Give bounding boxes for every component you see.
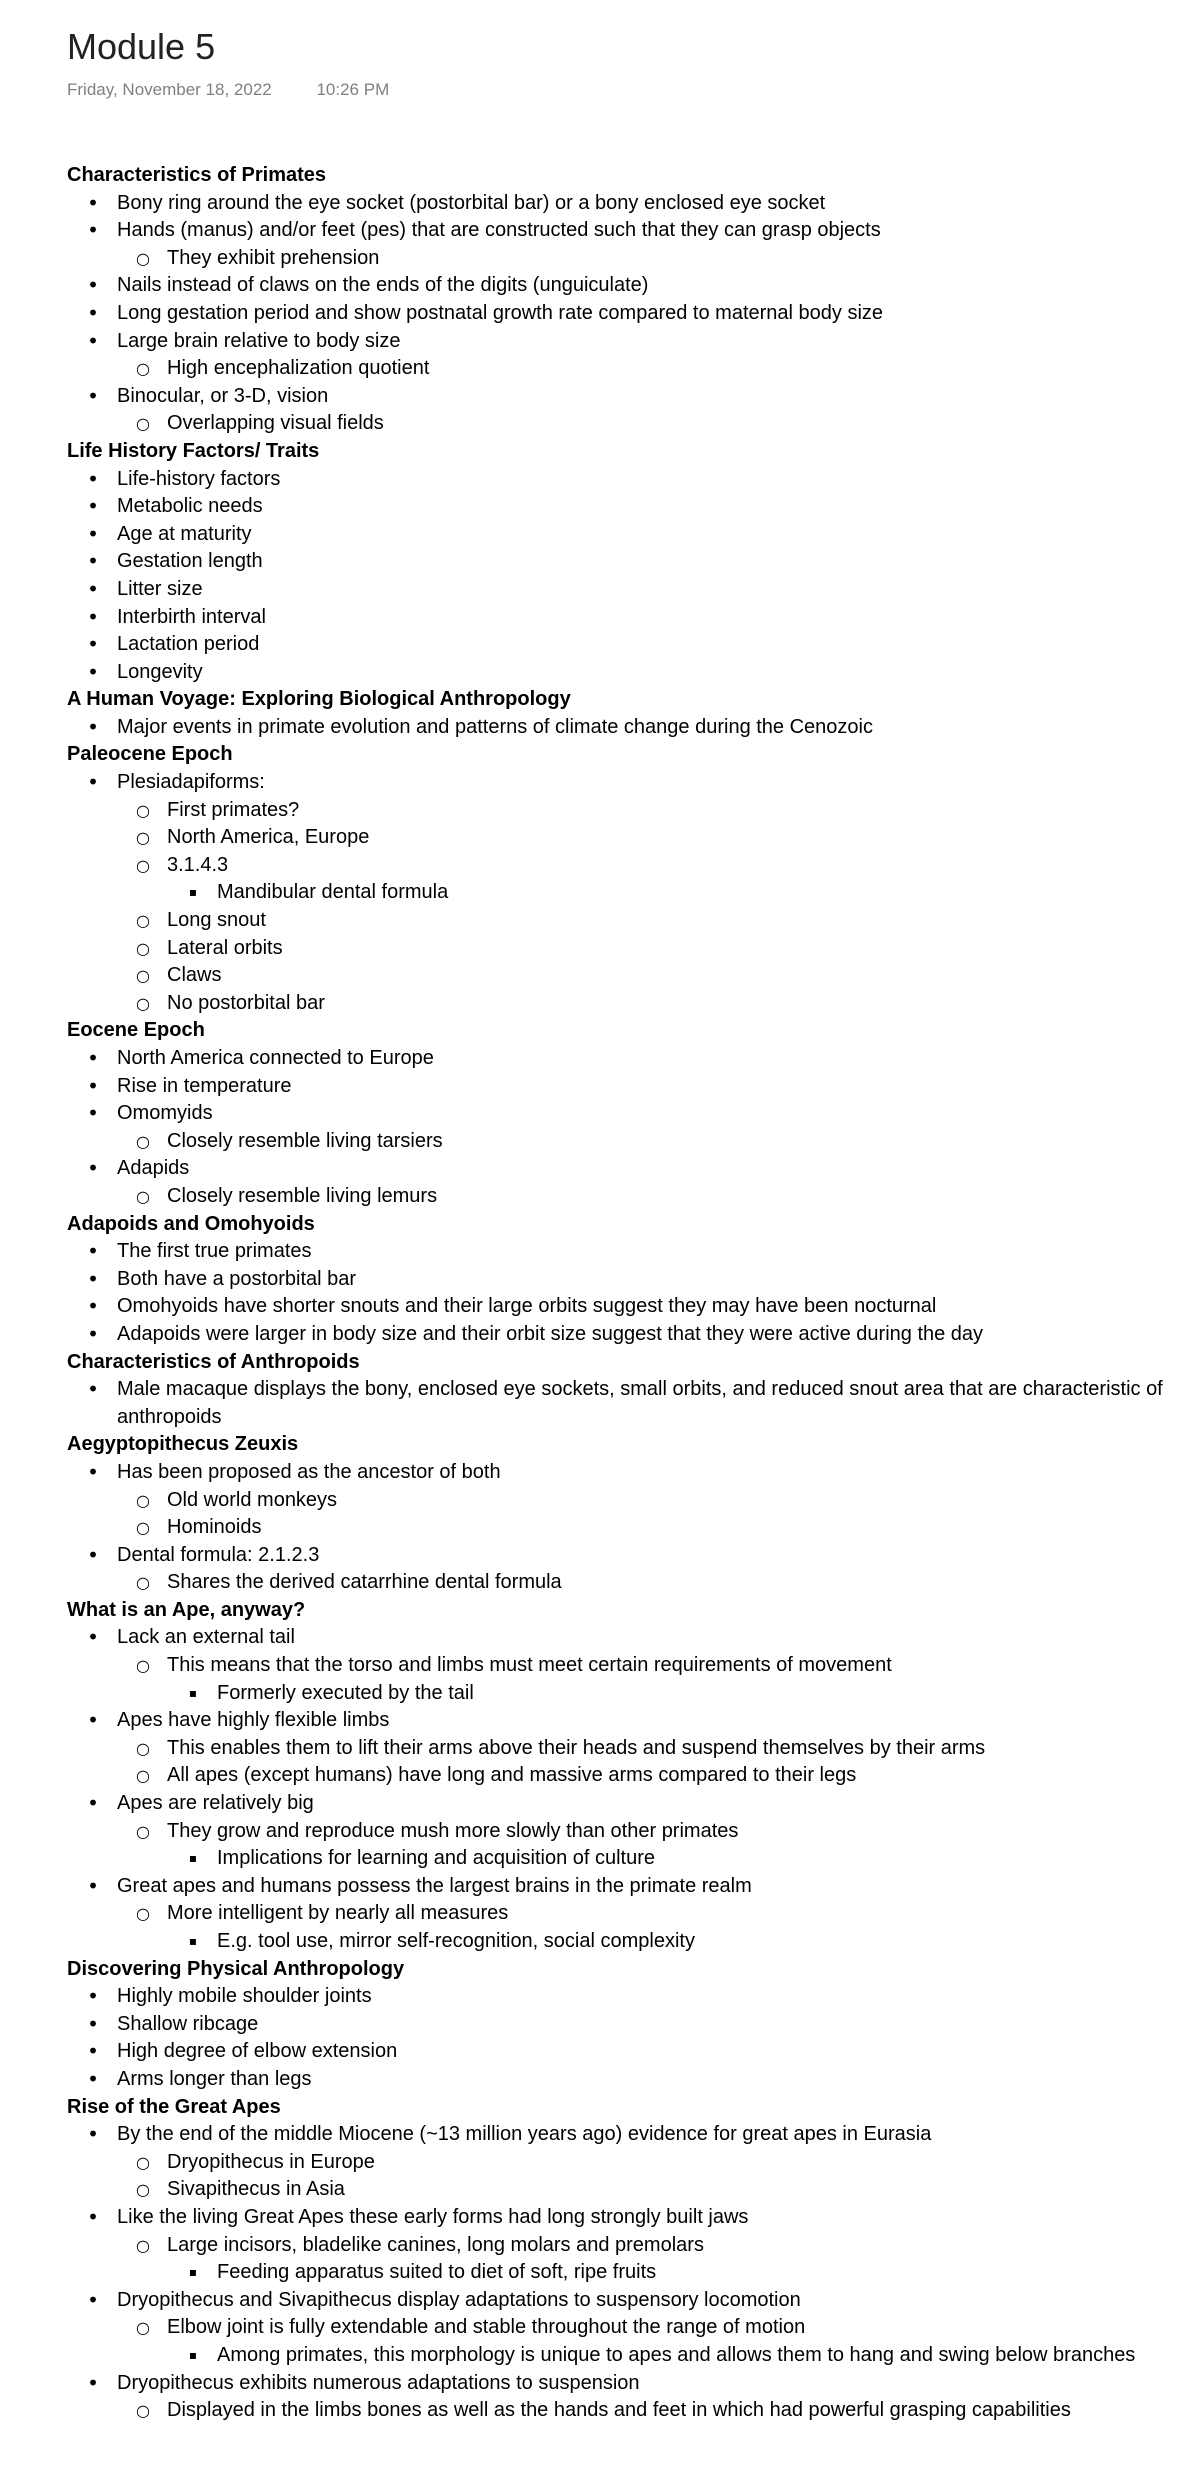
list-item [67, 1652, 1180, 1680]
list-item-text: Great apes and humans possess the largest brains in the primate realm [117, 1874, 752, 1897]
bullet-icon: ○ [136, 1490, 150, 1510]
list-item-text: Binocular, or 3-D, vision [117, 384, 329, 407]
bullet-icon: • [87, 1625, 99, 1650]
bullet-list [67, 1376, 1180, 1431]
bullet-icon: • [87, 1459, 99, 1484]
list-item-text: Dryopithecus exhibits numerous adaptations to suspension [117, 2371, 640, 2394]
list-item-text: Age at maturity [117, 522, 252, 545]
bullet-icon: • [87, 218, 99, 243]
list-item-text: Omomyids [117, 1102, 213, 1125]
bullet-icon: • [87, 383, 99, 408]
list-item-text: Life-history factors [117, 467, 281, 490]
list-item-text: By the end of the middle Miocene (~13 million years ago) evidence for great apes in Eurasia [117, 2123, 932, 2146]
list-item [67, 1790, 1180, 1818]
bullet-icon: ○ [136, 2401, 150, 2421]
list-item [67, 2397, 1180, 2425]
bullet-icon: • [87, 1984, 99, 2009]
list-item-text: Apes are relatively big [117, 1792, 314, 1815]
list-item-text: Among primates, this morphology is unique to apes and allows them to hang and swing below branches [217, 2343, 1136, 2366]
bullet-icon: ○ [136, 248, 150, 268]
bullet-list [67, 190, 1180, 438]
bullet-list [67, 1045, 1180, 1211]
bullet-icon: ○ [136, 2318, 150, 2338]
list-item [67, 355, 1180, 383]
list-item [67, 879, 1180, 907]
list-item [67, 2038, 1180, 2066]
list-item [67, 2176, 1180, 2204]
bullet-list [67, 2121, 1180, 2425]
list-item-text: Old world monkeys [167, 1488, 338, 1511]
list-item [67, 1624, 1180, 1652]
bullet-icon: ○ [136, 2235, 150, 2255]
list-item [67, 1045, 1180, 1073]
bullet-icon: • [87, 604, 99, 629]
bullet-list [67, 1459, 1180, 1597]
list-item-text: 3.1.4.3 [167, 853, 229, 876]
list-item-text: First primates? [167, 798, 300, 821]
list-item-text: Rise in temperature [117, 1074, 292, 1097]
list-item [67, 2232, 1180, 2260]
bullet-icon: ○ [136, 1738, 150, 1758]
list-item [67, 962, 1180, 990]
list-item-text: Metabolic needs [117, 495, 263, 518]
section-heading: What is an Ape, anyway? [67, 1598, 306, 1621]
list-item-text: The first true primates [117, 1240, 312, 1263]
bullet-icon: • [87, 2287, 99, 2312]
list-item [67, 1542, 1180, 1570]
bullet-icon: • [87, 2066, 99, 2091]
list-item [67, 1238, 1180, 1266]
list-item-text: Bony ring around the eye socket (postorbital bar) or a bony enclosed eye socket [117, 191, 826, 214]
list-item [67, 769, 1180, 797]
list-item-text: They grow and reproduce mush more slowly than other primates [167, 1819, 739, 1842]
bullet-icon: ▪ [188, 2265, 198, 2280]
bullet-icon: • [87, 1873, 99, 1898]
note-section [67, 1956, 1180, 2094]
list-item-text: Shallow ribcage [117, 2012, 259, 2035]
section-heading: Discovering Physical Anthropology [67, 1957, 405, 1980]
bullet-list [67, 1983, 1180, 2093]
bullet-icon: ○ [136, 938, 150, 958]
list-item [67, 631, 1180, 659]
list-item [67, 328, 1180, 356]
bullet-icon: • [87, 328, 99, 353]
page-title[interactable]: Module 5 [67, 26, 216, 67]
bullet-icon: • [87, 659, 99, 684]
list-item [67, 190, 1180, 218]
list-item [67, 1266, 1180, 1294]
bullet-icon: ○ [136, 966, 150, 986]
list-item-text: Overlapping visual fields [167, 412, 384, 435]
note-section [67, 438, 1180, 686]
list-item-text: Feeding apparatus suited to diet of soft, ripe fruits [217, 2261, 657, 2284]
bullet-icon: • [87, 770, 99, 795]
bullet-list [67, 1238, 1180, 1348]
list-item-text: Dryopithecus in Europe [167, 2150, 375, 2173]
list-item [67, 1735, 1180, 1763]
list-item [67, 1073, 1180, 1101]
note-section [67, 1431, 1180, 1597]
section-heading: Paleocene Epoch [67, 743, 233, 766]
list-item [67, 990, 1180, 1018]
section-heading: Adapoids and Omohyoids [67, 1212, 315, 1235]
bullet-icon: • [87, 2039, 99, 2064]
bullet-icon: ○ [136, 1904, 150, 1924]
list-item [67, 659, 1180, 687]
section-heading: Characteristics of Anthropoids [67, 1350, 360, 1373]
bullet-icon: • [87, 1266, 99, 1291]
list-item [67, 1928, 1180, 1956]
list-item-text: Omohyoids have shorter snouts and their large orbits suggest they may have been nocturnal [117, 1295, 937, 1318]
bullet-icon: • [87, 300, 99, 325]
bullet-icon: ○ [136, 1656, 150, 1676]
bullet-icon: • [87, 273, 99, 298]
list-item-text: They exhibit prehension [167, 246, 380, 269]
list-item-text: Long gestation period and show postnatal growth rate compared to maternal body size [117, 301, 884, 324]
bullet-list [67, 714, 1180, 742]
list-item-text: North America connected to Europe [117, 1047, 434, 1069]
list-item [67, 300, 1180, 328]
bullet-icon: • [87, 576, 99, 601]
list-item-text: Adapoids were larger in body size and their orbit size suggest that they were active during the day [117, 1322, 984, 1345]
bullet-icon: • [87, 1321, 99, 1346]
list-item [67, 1155, 1180, 1183]
section-heading: Eocene Epoch [67, 1019, 205, 1042]
list-item [67, 907, 1180, 935]
list-item [67, 714, 1180, 742]
bullet-icon: ▪ [188, 1851, 198, 1866]
bullet-icon: ○ [136, 414, 150, 434]
bullet-icon: • [87, 1156, 99, 1181]
list-item [67, 466, 1180, 494]
list-item-text: Dental formula: 2.1.2.3 [117, 1543, 320, 1566]
list-item-text: Hominoids [167, 1516, 262, 1539]
list-item [67, 1293, 1180, 1321]
bullet-icon: ○ [136, 2180, 150, 2200]
list-item [67, 1569, 1180, 1597]
list-item [67, 797, 1180, 825]
section-heading: Rise of the Great Apes [67, 2095, 281, 2118]
note-section [67, 686, 1180, 741]
list-item [67, 1900, 1180, 1928]
list-item [67, 1321, 1180, 1349]
bullet-icon: • [87, 521, 99, 546]
list-item-text: Displayed in the limbs bones as well as the hands and feet in which had powerful grasping capabilities [167, 2399, 1071, 2422]
list-item [67, 1845, 1180, 1873]
list-item [67, 576, 1180, 604]
list-item-text: Claws [167, 964, 222, 987]
list-item-text: More intelligent by nearly all measures [167, 1902, 509, 1925]
list-item-text: Apes have highly flexible limbs [117, 1709, 390, 1732]
bullet-icon: • [87, 1791, 99, 1816]
bullet-icon: • [87, 2011, 99, 2036]
list-item-text: Major events in primate evolution and patterns of climate change during the Cenozoic [117, 715, 873, 738]
note-section [67, 1349, 1180, 1432]
list-item [67, 1459, 1180, 1487]
list-item-text: Gestation length [117, 550, 263, 573]
list-item [67, 1487, 1180, 1515]
note-body[interactable] [67, 162, 1180, 2425]
section-heading: A Human Voyage: Exploring Biological Anthropology [67, 688, 571, 711]
list-item [67, 548, 1180, 576]
bullet-icon: ○ [136, 1573, 150, 1593]
bullet-icon: ○ [136, 1821, 150, 1841]
list-item [67, 2287, 1180, 2315]
bullet-icon: • [87, 1377, 99, 1402]
list-item [67, 1873, 1180, 1901]
note-section [67, 1597, 1180, 1956]
list-item-text: Dryopithecus and Sivapithecus display adaptations to suspensory locomotion [117, 2288, 801, 2311]
bullet-list [67, 466, 1180, 687]
bullet-icon: • [87, 466, 99, 491]
list-item [67, 410, 1180, 438]
list-item [67, 2066, 1180, 2094]
list-item-text: Closely resemble living tarsiers [167, 1129, 443, 1152]
list-item [67, 383, 1180, 411]
list-item-text: Lateral orbits [167, 936, 283, 959]
bullet-icon: • [87, 1046, 99, 1070]
list-item-text: Male macaque displays the bony, enclosed eye sockets, small orbits, and reduced snout area that are characteristic of anthropoids [117, 1378, 1163, 1428]
bullet-list [67, 769, 1180, 1017]
list-item-text: North America, Europe [167, 826, 370, 849]
list-item [67, 2011, 1180, 2039]
list-item-text: Shares the derived catarrhine dental formula [167, 1571, 562, 1594]
note-time: 10:26 PM [316, 80, 390, 99]
list-item [67, 1183, 1180, 1211]
bullet-icon: • [87, 190, 99, 215]
list-item [67, 1514, 1180, 1542]
list-item-text: Nails instead of claws on the ends of the digits (unguiculate) [117, 274, 649, 297]
list-item [67, 1376, 1180, 1431]
bullet-icon: • [87, 1101, 99, 1126]
bullet-list [67, 1624, 1180, 1955]
list-item-text: Large brain relative to body size [117, 329, 401, 352]
list-item-text: Interbirth interval [117, 605, 266, 628]
list-item [67, 2259, 1180, 2287]
list-item-text: Hands (manus) and/or feet (pes) that are constructed such that they can grasp objects [117, 219, 881, 242]
note-section [67, 1211, 1180, 1349]
bullet-icon: ○ [136, 1518, 150, 1538]
list-item-text: Lack an external tail [117, 1626, 295, 1649]
bullet-icon: ▪ [188, 2347, 198, 2362]
bullet-icon: ▪ [188, 1685, 198, 1700]
bullet-icon: ▪ [188, 885, 198, 900]
list-item-text: Highly mobile shoulder joints [117, 1985, 372, 2008]
list-item [67, 1707, 1180, 1735]
note-section [67, 741, 1180, 1017]
bullet-icon: ○ [136, 1186, 150, 1206]
note-section [67, 162, 1180, 438]
list-item [67, 1128, 1180, 1156]
list-item-text: Like the living Great Apes these early forms had long strongly built jaws [117, 2205, 749, 2228]
list-item-text: This means that the torso and limbs must meet certain requirements of movement [167, 1654, 892, 1677]
list-item [67, 1818, 1180, 1846]
page-metadata [67, 80, 429, 100]
list-item-text: Sivapithecus in Asia [167, 2178, 345, 2201]
bullet-icon: ○ [136, 1131, 150, 1151]
bullet-icon: ○ [136, 993, 150, 1013]
list-item-text: Implications for learning and acquisition of culture [217, 1847, 656, 1870]
list-item-text: High degree of elbow extension [117, 2040, 398, 2063]
list-item-text: Longevity [117, 660, 203, 683]
bullet-icon: ○ [136, 1766, 150, 1786]
list-item-text: Lactation period [117, 633, 260, 656]
list-item [67, 2370, 1180, 2398]
list-item-text: This enables them to lift their arms above their heads and suspend themselves by their arms [167, 1736, 986, 1759]
bullet-icon: • [87, 2370, 99, 2395]
list-item-text: Mandibular dental formula [217, 881, 449, 904]
list-item-text: E.g. tool use, mirror self-recognition, social complexity [217, 1930, 695, 1952]
bullet-icon: • [87, 714, 99, 739]
bullet-icon: ○ [136, 828, 150, 848]
list-item [67, 1762, 1180, 1790]
list-item [67, 2204, 1180, 2232]
bullet-icon: • [87, 1294, 99, 1319]
list-item-text: All apes (except humans) have long and massive arms compared to their legs [167, 1764, 857, 1787]
list-item-text: Arms longer than legs [117, 2067, 312, 2090]
list-item [67, 2121, 1180, 2149]
list-item-text: Plesiadapiforms: [117, 771, 265, 794]
list-item [67, 852, 1180, 880]
list-item [67, 935, 1180, 963]
list-item [67, 824, 1180, 852]
bullet-icon: • [87, 1708, 99, 1733]
list-item [67, 272, 1180, 300]
list-item [67, 245, 1180, 273]
list-item [67, 1983, 1180, 2011]
list-item [67, 604, 1180, 632]
list-item [67, 2149, 1180, 2177]
bullet-icon: • [87, 1542, 99, 1567]
list-item-text: Large incisors, bladelike canines, long molars and premolars [167, 2233, 704, 2256]
bullet-icon: • [87, 1239, 99, 1264]
bullet-icon: • [87, 2204, 99, 2229]
bullet-icon: • [87, 632, 99, 657]
section-heading: Aegyptopithecus Zeuxis [67, 1433, 299, 1456]
list-item-text: Long snout [167, 909, 266, 932]
list-item-text: Closely resemble living lemurs [167, 1184, 438, 1207]
list-item-text: Both have a postorbital bar [117, 1267, 357, 1290]
list-item [67, 521, 1180, 549]
bullet-icon: ○ [136, 2152, 150, 2172]
list-item [67, 1680, 1180, 1708]
note-section [67, 2094, 1180, 2425]
bullet-icon: ○ [136, 800, 150, 820]
bullet-icon: ○ [136, 911, 150, 931]
section-heading: Characteristics of Primates [67, 164, 327, 186]
bullet-icon: ▪ [188, 1934, 198, 1948]
list-item [67, 493, 1180, 521]
bullet-icon: • [87, 1073, 99, 1098]
note-section [67, 1017, 1180, 1210]
bullet-icon: • [87, 494, 99, 519]
list-item-text: Formerly executed by the tail [217, 1681, 474, 1704]
list-item-text: Elbow joint is fully extendable and stable throughout the range of motion [167, 2316, 806, 2339]
list-item-text: No postorbital bar [167, 991, 325, 1014]
section-heading: Life History Factors/ Traits [67, 439, 320, 462]
bullet-icon: • [87, 2122, 99, 2147]
list-item-text: Litter size [117, 577, 203, 600]
list-item [67, 2342, 1180, 2370]
list-item [67, 1100, 1180, 1128]
list-item-text: High encephalization quotient [167, 357, 430, 380]
list-item [67, 2314, 1180, 2342]
list-item-text: Has been proposed as the ancestor of both [117, 1460, 501, 1483]
list-item [67, 217, 1180, 245]
bullet-icon: ○ [136, 359, 150, 379]
note-date: Friday, November 18, 2022 [67, 80, 272, 99]
list-item-text: Adapids [117, 1157, 190, 1180]
bullet-icon: • [87, 549, 99, 574]
bullet-icon: ○ [136, 855, 150, 875]
